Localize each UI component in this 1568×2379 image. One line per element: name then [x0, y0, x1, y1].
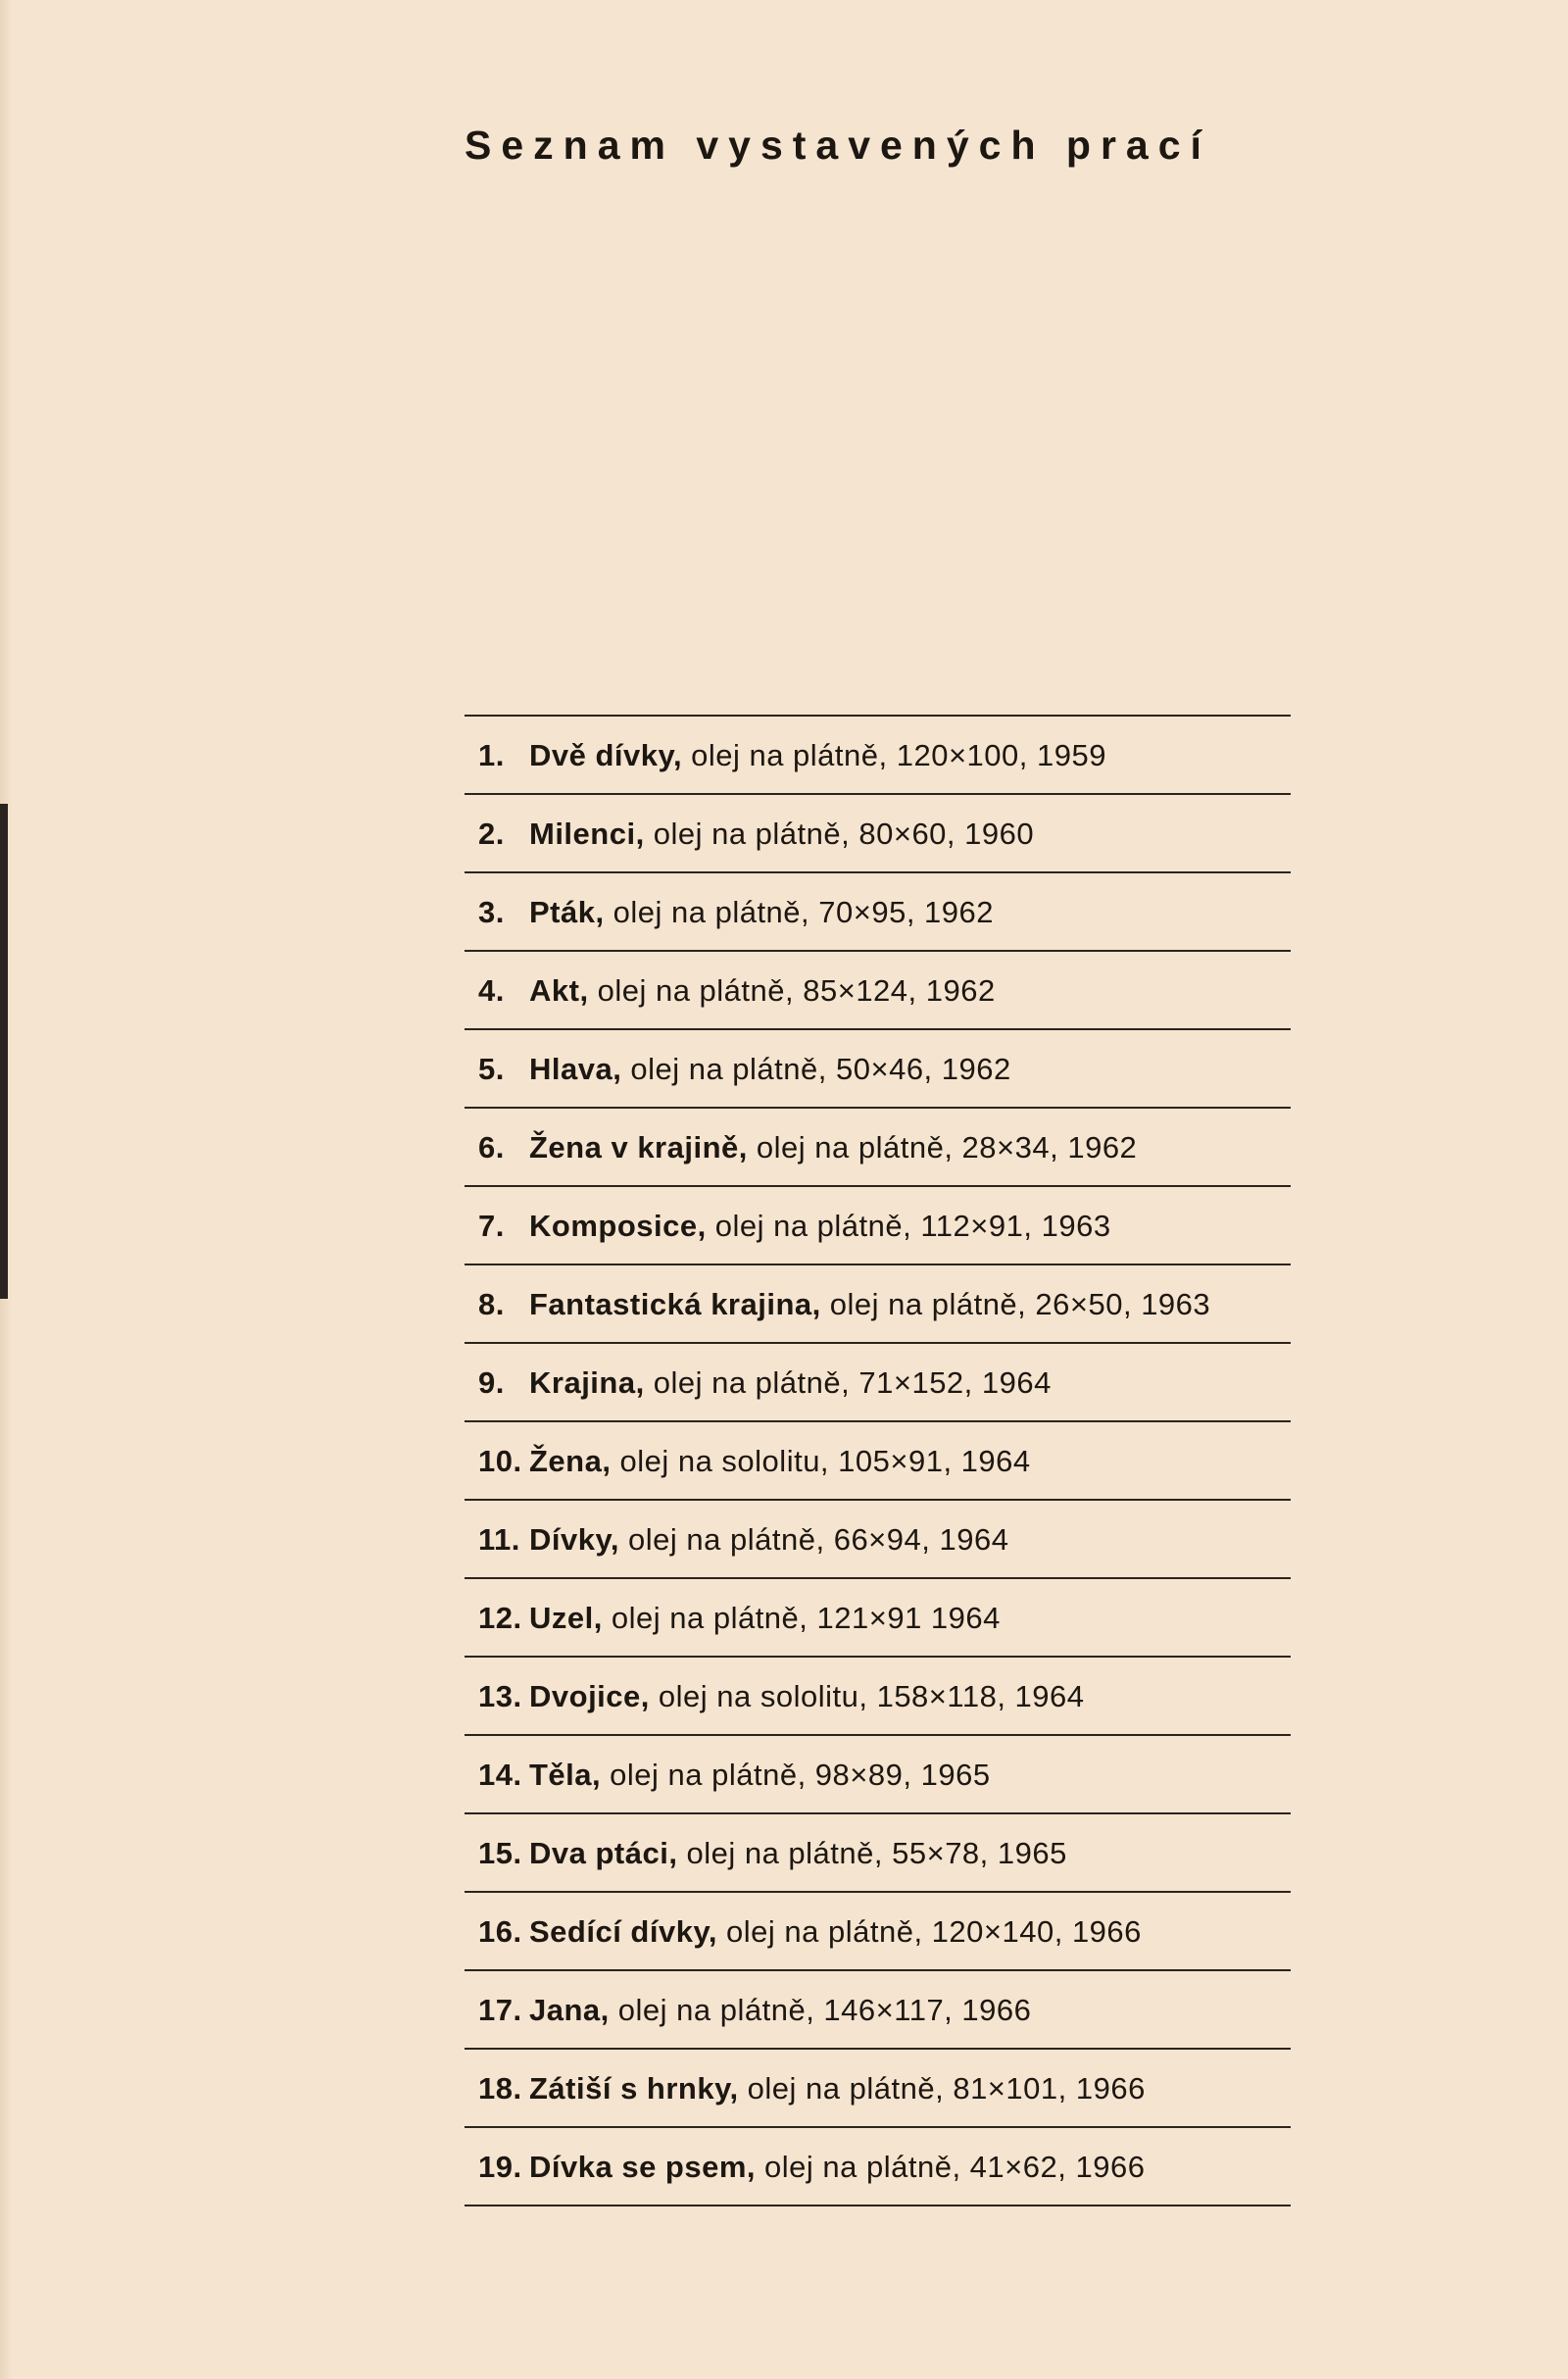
list-item: [465, 873, 1291, 952]
item-number: 1.: [478, 737, 505, 772]
item-number: 16.: [478, 1913, 522, 1949]
item-title: Těla,: [529, 1757, 602, 1792]
item-title: Žena v krajině,: [529, 1129, 748, 1165]
item-details: olej na sololitu, 105×91, 1964: [619, 1443, 1031, 1478]
item-title: Komposice,: [529, 1208, 707, 1243]
item-number: 4.: [478, 972, 505, 1008]
item-title: Dívka se psem,: [529, 2149, 757, 2184]
item-title: Dívky,: [529, 1521, 620, 1557]
list-item: [465, 1344, 1291, 1422]
item-title: Krajina,: [529, 1364, 645, 1400]
list-item: [465, 1265, 1291, 1344]
item-title: Jana,: [529, 1992, 610, 2027]
list-item: [465, 1109, 1291, 1187]
item-number: 18.: [478, 2070, 522, 2106]
item-title: Pták,: [529, 894, 605, 929]
list-item: [465, 2050, 1291, 2128]
page-title: Seznam vystavených prací: [465, 123, 1211, 168]
item-title: Žena,: [529, 1443, 612, 1478]
list-item: [465, 1971, 1291, 2050]
item-title: Dva ptáci,: [529, 1835, 678, 1870]
item-details: olej na plátně, 120×140, 1966: [726, 1913, 1142, 1949]
list-item: [465, 1893, 1291, 1971]
list-item: [465, 1814, 1291, 1893]
item-title: Dvě dívky,: [529, 737, 683, 772]
item-details: olej na plátně, 28×34, 1962: [756, 1129, 1138, 1165]
item-details: olej na plátně, 120×100, 1959: [691, 737, 1106, 772]
list-item: [465, 1030, 1291, 1109]
item-title: Sedící dívky,: [529, 1913, 718, 1949]
list-item: [465, 1658, 1291, 1736]
item-details: olej na plátně, 50×46, 1962: [630, 1051, 1011, 1086]
item-details: olej na plátně, 112×91, 1963: [714, 1208, 1111, 1243]
list-item: [465, 952, 1291, 1030]
item-details: olej na plátně, 98×89, 1965: [610, 1757, 991, 1792]
item-title: Milenci,: [529, 816, 645, 851]
item-title: Akt,: [529, 972, 589, 1008]
item-number: 8.: [478, 1286, 505, 1321]
item-details: olej na sololitu, 158×118, 1964: [658, 1678, 1085, 1713]
item-title: Dvojice,: [529, 1678, 650, 1713]
item-details: olej na plátně, 146×117, 1966: [617, 1992, 1032, 2027]
list-item: [465, 795, 1291, 873]
item-number: 9.: [478, 1364, 505, 1400]
item-title: Uzel,: [529, 1600, 603, 1635]
item-details: olej na plátně, 66×94, 1964: [628, 1521, 1009, 1557]
item-details: olej na plátně, 26×50, 1963: [829, 1286, 1211, 1321]
item-number: 2.: [478, 816, 505, 851]
item-details: olej na plátně, 71×152, 1964: [653, 1364, 1052, 1400]
list-item: [465, 717, 1291, 795]
item-title: Hlava,: [529, 1051, 622, 1086]
item-details: olej na plátně, 55×78, 1965: [686, 1835, 1067, 1870]
item-title: Zátiší s hrnky,: [529, 2070, 739, 2106]
item-number: 15.: [478, 1835, 522, 1870]
item-details: olej na plátně, 121×91 1964: [611, 1600, 1001, 1635]
item-number: 7.: [478, 1208, 505, 1243]
list-item: [465, 2128, 1291, 2206]
item-details: olej na plátně, 80×60, 1960: [653, 816, 1035, 851]
item-number: 11.: [478, 1521, 520, 1557]
works-list: [465, 715, 1291, 2206]
list-item: [465, 1736, 1291, 1814]
list-item: [465, 1422, 1291, 1501]
item-details: olej na plátně, 81×101, 1966: [747, 2070, 1146, 2106]
item-number: 6.: [478, 1129, 505, 1165]
item-number: 3.: [478, 894, 505, 929]
item-number: 13.: [478, 1678, 522, 1713]
list-item: [465, 1579, 1291, 1658]
item-number: 12.: [478, 1600, 522, 1635]
item-details: olej na plátně, 41×62, 1966: [764, 2149, 1146, 2184]
item-number: 17.: [478, 1992, 522, 2027]
item-number: 10.: [478, 1443, 522, 1478]
binding-mark: [0, 804, 8, 1299]
item-number: 5.: [478, 1051, 505, 1086]
item-number: 14.: [478, 1757, 522, 1792]
item-details: olej na plátně, 70×95, 1962: [612, 894, 995, 929]
item-number: 19.: [478, 2149, 522, 2184]
item-title: Fantastická krajina,: [529, 1286, 821, 1321]
list-item: [465, 1501, 1291, 1579]
item-details: olej na plátně, 85×124, 1962: [597, 972, 996, 1008]
list-item: [465, 1187, 1291, 1265]
